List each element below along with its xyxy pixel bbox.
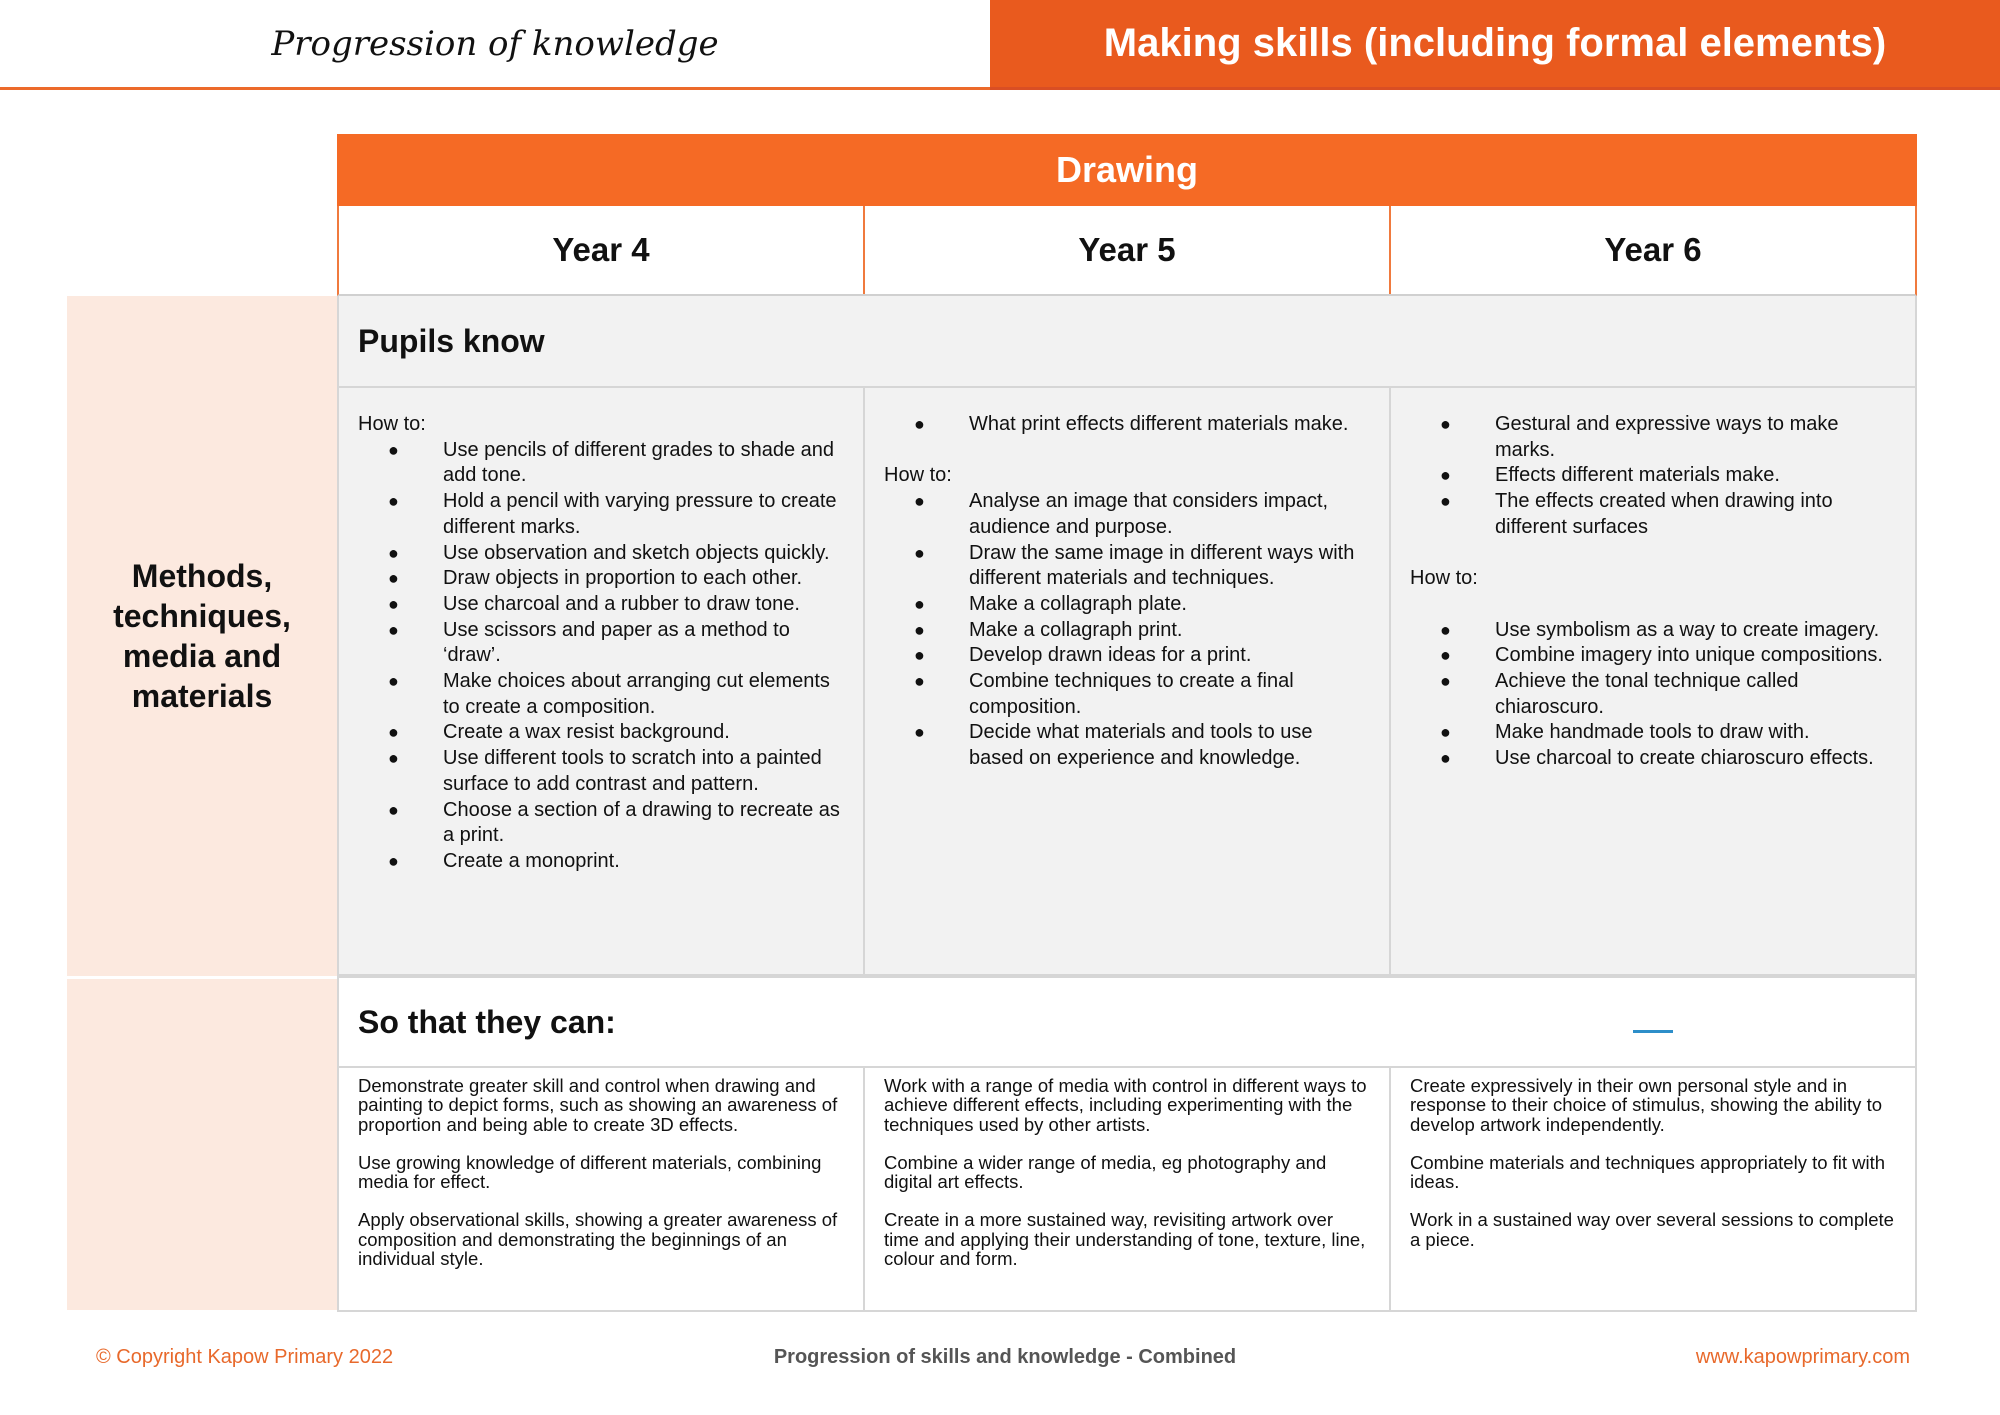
list-item-text: Use pencils of different grades to shade and add tone. — [443, 438, 834, 487]
list-item-text: Use scissors and paper as a method to ‘draw’. — [443, 618, 790, 667]
how-to-label: How to: — [358, 413, 426, 435]
outcome-paragraph: Work in a sustained way over several sessions to complete a piece. — [1410, 1209, 1894, 1250]
how-to-list — [358, 438, 845, 875]
list-item-text: Hold a pencil with varying pressure to create different marks. — [443, 490, 837, 538]
list-item — [884, 720, 1371, 771]
list-item — [358, 489, 845, 540]
pupils-know-heading — [337, 296, 1917, 388]
outcome-paragraph: Create expressively in their own personal style and in response to their choice of stimulus, showing the ability to develop artwork independently. — [1410, 1075, 1882, 1135]
bullet-icon: ● — [914, 619, 925, 640]
pupils-know-year-6 — [1389, 388, 1915, 974]
bullet-icon: ● — [1440, 619, 1451, 640]
list-item-text: Decide what materials and tools to use based on experience and knowledge. — [969, 721, 1313, 770]
pupils-know-grid — [337, 388, 1917, 976]
footer-website-link[interactable]: www.kapowprimary.com — [1695, 1346, 1910, 1368]
list-item-text: Use symbolism as a way to create imagery. — [1495, 618, 1880, 641]
list-item — [1410, 720, 1897, 746]
bullet-icon: ● — [914, 542, 925, 563]
bullet-icon: ● — [1440, 465, 1451, 486]
bullet-icon: ● — [1440, 491, 1451, 512]
list-item — [358, 849, 845, 875]
list-item — [358, 438, 845, 489]
page-subtitle: Progression of knowledge — [271, 23, 719, 64]
year-header-4: Year 4 — [552, 231, 650, 268]
row-label: Methods, techniques, media and materials — [113, 558, 291, 714]
list-item — [1410, 489, 1897, 540]
list-item — [884, 618, 1371, 644]
list-item — [1410, 618, 1897, 644]
how-to-list — [884, 489, 1371, 772]
so-that-year-4 — [339, 1068, 863, 1310]
how-to-label: How to: — [1410, 567, 1478, 590]
list-item — [358, 720, 845, 746]
outcome-paragraph: Use growing knowledge of different materials, combining media for effect. — [358, 1151, 822, 1193]
list-item — [1410, 643, 1897, 669]
list-item-text: Choose a section of a drawing to recreate as a print. — [443, 798, 840, 847]
outcome-paragraph: Create in a more sustained way, revisiting artwork over time and applying their understanding of tone, texture, line, colour and form. — [884, 1209, 1366, 1270]
list-item — [358, 669, 845, 720]
header-right — [990, 0, 2000, 90]
so-that-heading — [337, 976, 1917, 1068]
list-item-text: Use different tools to scratch into a painted surface to add contrast and pattern. — [443, 747, 822, 795]
list-item — [884, 541, 1371, 592]
bullet-icon: ● — [388, 619, 399, 640]
row-label-panel — [67, 296, 337, 976]
list-item — [1410, 412, 1897, 463]
bullet-icon: ● — [388, 850, 399, 871]
pupils-know-year-4 — [339, 388, 863, 974]
list-item — [884, 643, 1371, 669]
list-item — [884, 412, 1371, 438]
bullet-icon: ● — [914, 671, 925, 692]
table-title-bar — [337, 134, 1917, 206]
list-item — [1410, 669, 1897, 720]
outcome-paragraph: Combine materials and techniques appropriately to fit with ideas. — [1410, 1151, 1886, 1193]
list-item — [884, 669, 1371, 720]
outcome-paragraph: Combine a wider range of media, eg photography and digital art effects. — [884, 1151, 1327, 1193]
list-item-text: Use charcoal and a rubber to draw tone. — [443, 592, 800, 615]
bullet-icon: ● — [1440, 645, 1451, 666]
list-item-text: Achieve the tonal technique called chiaroscuro. — [1495, 670, 1799, 718]
intro-list — [884, 412, 1371, 438]
list-item-text: Gestural and expressive ways to make marks. — [1495, 413, 1839, 461]
list-item-text: What print effects different materials make. — [969, 413, 1349, 435]
list-item-text: The effects created when drawing into different surfaces — [1495, 490, 1833, 538]
pupils-know-year-5 — [863, 388, 1389, 974]
list-item-text: Create a monoprint. — [443, 849, 620, 872]
bullet-icon: ● — [388, 491, 399, 512]
bullet-icon: ● — [1440, 414, 1451, 434]
bullet-icon: ● — [1440, 748, 1451, 769]
spacer — [1410, 592, 1897, 618]
list-item — [358, 541, 845, 567]
list-item-text: Develop drawn ideas for a print. — [969, 644, 1252, 667]
outcome-paragraph: Work with a range of media with control in different ways to achieve different effects, including experimenting with the techniques used by other artists. — [884, 1075, 1367, 1135]
table-title: Drawing — [1055, 149, 1198, 190]
header-left — [0, 0, 990, 90]
year-header-row — [337, 206, 1917, 296]
list-item — [884, 489, 1371, 540]
list-item-text: Make handmade tools to draw with. — [1495, 721, 1810, 744]
intro-list — [1410, 412, 1897, 541]
page-title: Making skills (including formal elements) — [1103, 21, 1887, 65]
bullet-icon: ● — [388, 593, 399, 614]
bullet-icon: ● — [914, 593, 925, 614]
pupils-know-heading-text: Pupils know — [358, 322, 545, 359]
list-item-text: Draw the same image in different ways with different materials and techniques. — [969, 541, 1355, 590]
spacer — [884, 438, 1371, 464]
list-item-text: Analyse an image that considers impact, audience and purpose. — [969, 490, 1329, 538]
outcome-paragraph: Apply observational skills, showing a greater awareness of composition and demonstrating the beginnings of an individual style. — [358, 1209, 838, 1270]
list-item — [358, 798, 845, 849]
bullet-icon: ● — [914, 491, 925, 512]
decorative-underline — [1633, 1030, 1673, 1033]
spacer — [1410, 541, 1897, 567]
list-item-text: Combine imagery into unique compositions. — [1495, 644, 1883, 667]
bullet-icon: ● — [914, 414, 925, 434]
bullet-icon: ● — [388, 799, 399, 820]
bullet-icon: ● — [1440, 671, 1451, 691]
so-that-year-6 — [1389, 1068, 1915, 1310]
list-item — [358, 618, 845, 669]
list-item-text: Make a collagraph print. — [969, 618, 1183, 641]
list-item — [884, 592, 1371, 618]
outcome-paragraph: Demonstrate greater skill and control when drawing and painting to depict forms, such as showing an awareness of proportion and being able to create 3D effects. — [358, 1075, 838, 1135]
bullet-icon: ● — [388, 748, 399, 769]
year-header-5: Year 5 — [863, 206, 1389, 294]
so-that-year-5 — [863, 1068, 1389, 1310]
so-that-heading-text: So that they can: — [358, 1003, 616, 1040]
how-to-label: How to: — [884, 464, 952, 487]
bullet-icon: ● — [388, 542, 399, 563]
list-item-text: Use observation and sketch objects quickly. — [443, 541, 830, 564]
list-item-text: Draw objects in proportion to each other. — [443, 567, 803, 590]
bullet-icon: ● — [388, 671, 399, 692]
list-item — [1410, 746, 1897, 772]
list-item-text: Make choices about arranging cut elements to create a composition. — [443, 670, 830, 718]
bullet-icon: ● — [1440, 722, 1451, 743]
list-item-text: Use charcoal to create chiaroscuro effects. — [1495, 747, 1874, 770]
list-item-text: Combine techniques to create a final composition. — [969, 670, 1294, 718]
list-item-text: Make a collagraph plate. — [969, 592, 1187, 615]
bullet-icon: ● — [914, 645, 925, 666]
footer-copyright: © Copyright Kapow Primary 2022 — [96, 1346, 394, 1368]
how-to-list — [1410, 618, 1897, 772]
bullet-icon: ● — [914, 722, 925, 743]
bullet-icon: ● — [388, 722, 399, 743]
list-item — [358, 566, 845, 592]
list-item — [358, 746, 845, 797]
list-item — [1410, 463, 1897, 489]
year-header-6: Year 6 — [1389, 206, 1915, 294]
bullet-icon: ● — [388, 439, 399, 460]
so-that-grid — [337, 1068, 1917, 1312]
footer-document-title: Progression of skills and knowledge - Combined — [773, 1346, 1237, 1368]
bullet-icon: ● — [388, 568, 399, 589]
row-label-panel-lower — [67, 979, 337, 1310]
list-item-text: Create a wax resist background. — [443, 721, 730, 744]
list-item — [358, 592, 845, 618]
list-item-text: Effects different materials make. — [1495, 464, 1780, 487]
